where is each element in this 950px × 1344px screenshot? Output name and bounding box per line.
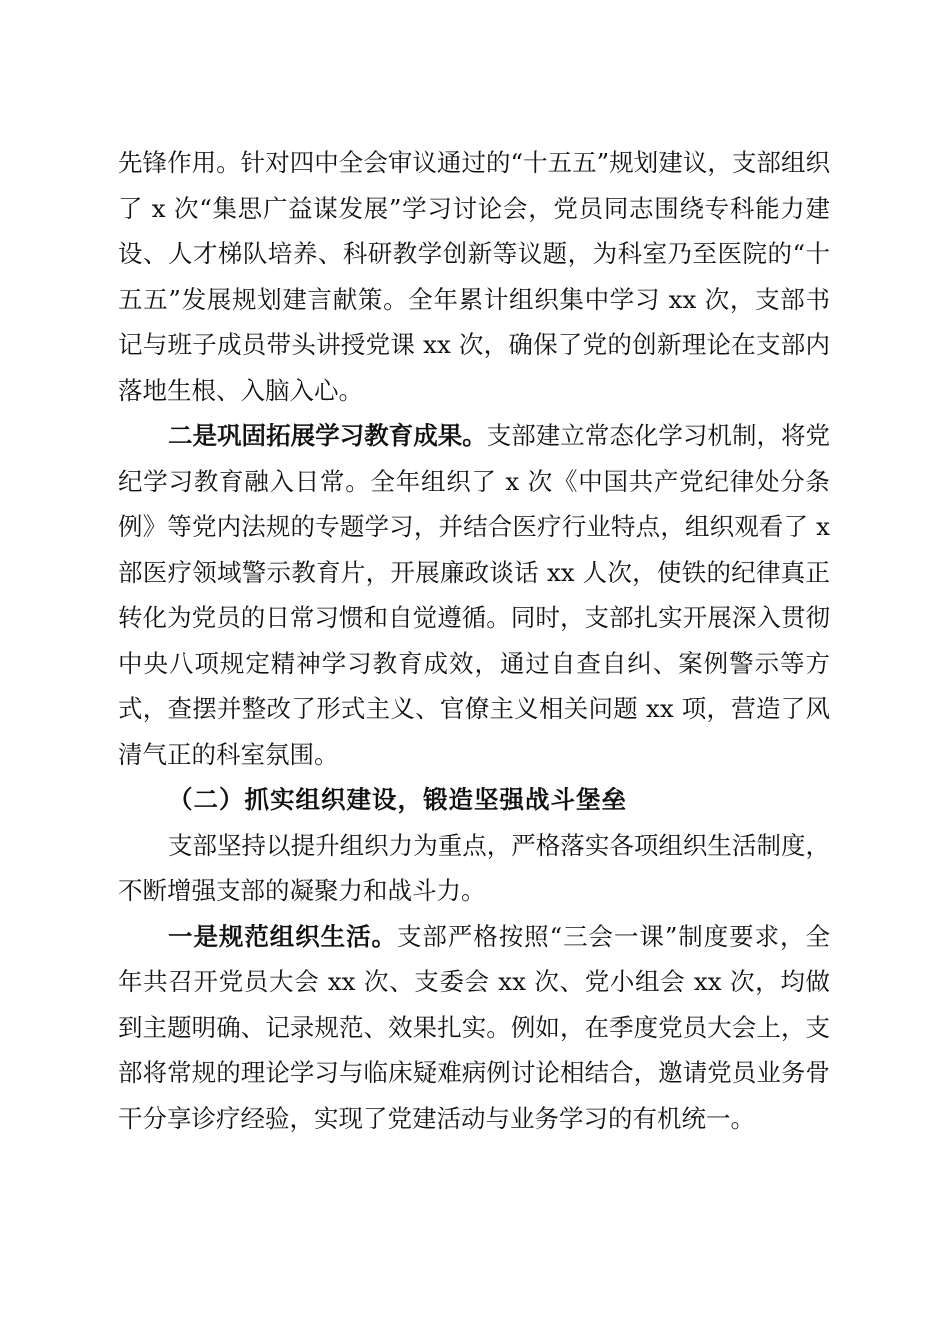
- paragraph-point-two: [118, 413, 830, 777]
- section-heading-text: （二）抓实组织建设，锻造坚强战斗堡垒: [168, 785, 627, 814]
- paragraph-continuation: [118, 140, 830, 413]
- section-heading: [118, 777, 830, 823]
- paragraph-lead: 一是规范组织生活。: [168, 921, 397, 951]
- paragraph-text: 先锋作用。针对四中全会审议通过的“十五五”规划建议，支部组织了 x 次“集思广益谋发展”学习讨论会，党员同志围绕专科能力建设、人才梯队培养、科研教学创新等议题，为科室乃至医院的“十五五”发展规划建言献策。全年累计组织集中学习 xx 次，支部书记与班子成员带头讲授党课 xx 次，确保了党的创新理论在支部内落地生根、入脑入心。: [118, 148, 830, 405]
- paragraph-lead: 二是巩固拓展学习教育成果。: [168, 421, 487, 450]
- paragraph-point-one: [118, 914, 830, 1142]
- paragraph-text: 支部建立常态化学习机制，将党纪学习教育融入日常。全年组织了 x 次《中国共产党纪律处分条例》等党内法规的专题学习，并结合医疗行业特点，组织观看了 x 部医疗领域警示教育片，开展廉政谈话 xx 人次，使铁的纪律真正转化为党员的日常习惯和自觉遵循。同时，支部扎实开展深入贯彻中央八项规定精神学习教育成效，通过自查自纠、案例警示等方式，查摆并整改了形式主义、官僚主义相关问题 xx 项，营造了风清气正的科室氛围。: [118, 421, 830, 769]
- paragraph-text: 支部严格按照“三会一课”制度要求，全年共召开党员大会 xx 次、支委会 xx 次、党小组会 xx 次，均做到主题明确、记录规范、效果扎实。例如，在季度党员大会上，支部将常规的理论学习与临床疑难病例讨论相结合，邀请党员业务骨干分享诊疗经验，实现了党建活动与业务学习的有机统一。: [118, 921, 830, 1133]
- paragraph-section-intro: [118, 823, 830, 914]
- document-body: [118, 140, 830, 1141]
- paragraph-text: 支部坚持以提升组织力为重点，严格落实各项组织生活制度，不断增强支部的凝聚力和战斗力。: [118, 830, 830, 905]
